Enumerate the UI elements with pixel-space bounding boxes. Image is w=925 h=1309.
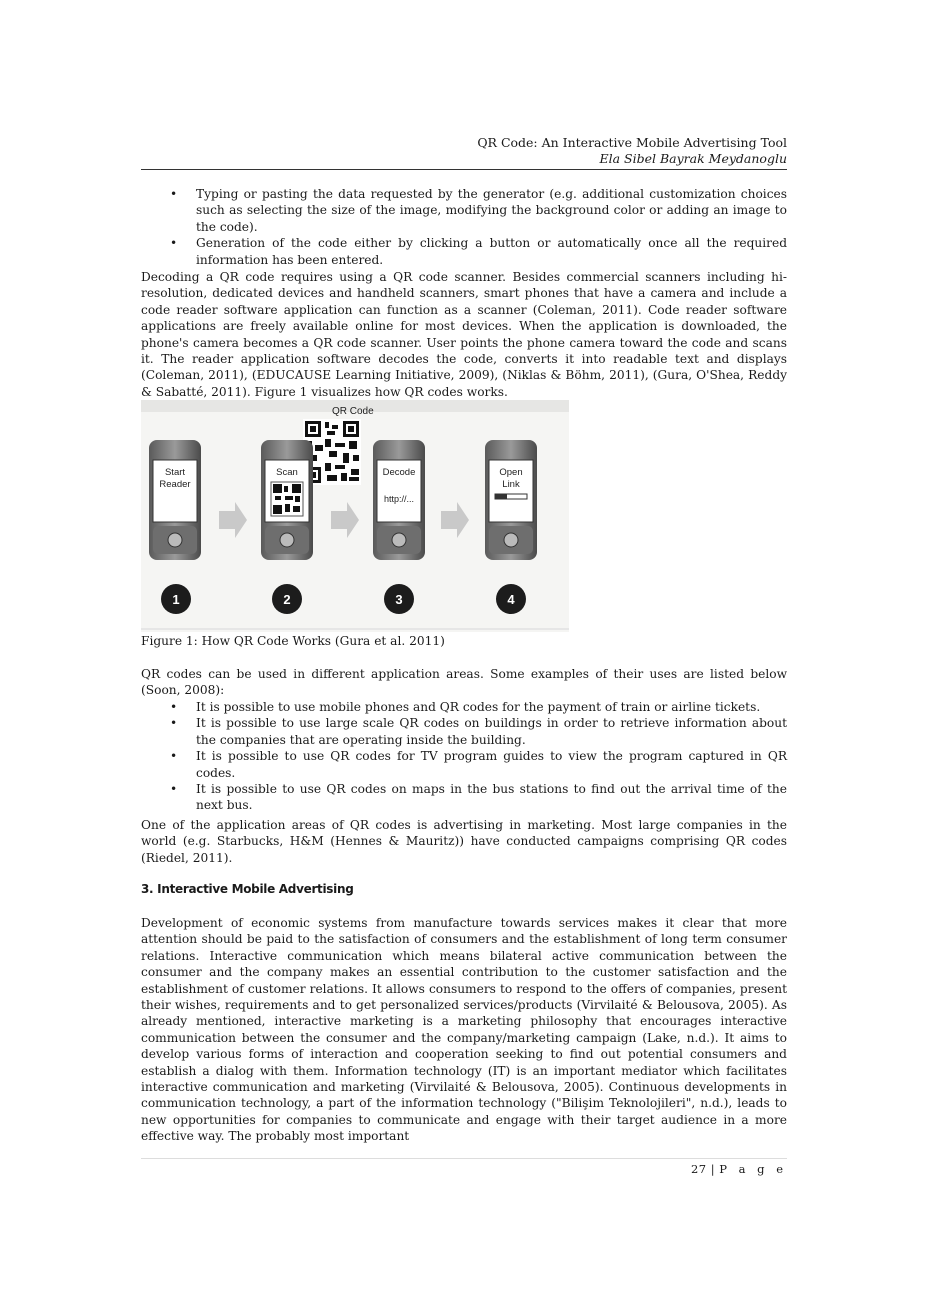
svg-text:Reader: Reader bbox=[159, 479, 191, 490]
header-title: QR Code: An Interactive Mobile Advertising Tool bbox=[477, 135, 787, 150]
svg-text:Link: Link bbox=[502, 479, 520, 490]
header-author: Ela Sibel Bayrak Meydanoglu bbox=[599, 151, 787, 166]
svg-text:Decode: Decode bbox=[382, 467, 416, 478]
figure-caption: Figure 1: How QR Code Works (Gura et al. 2011) bbox=[141, 634, 445, 648]
svg-text:http://...: http://... bbox=[383, 494, 415, 504]
svg-text:Open: Open bbox=[499, 467, 523, 478]
qr-code-small-icon bbox=[271, 482, 303, 516]
phone-step-4 bbox=[485, 440, 537, 560]
footer-rule bbox=[141, 1158, 787, 1159]
svg-text:Scan: Scan bbox=[276, 467, 298, 478]
svg-text:2: 2 bbox=[283, 592, 291, 607]
list-item: • Generation of the code either by clicking a button or automatically once all the required information has been entered. bbox=[170, 236, 787, 267]
svg-text:4: 4 bbox=[507, 592, 515, 607]
bullet-list-uses bbox=[141, 699, 787, 814]
phone-step-2 bbox=[261, 440, 313, 560]
step-number-4 bbox=[496, 584, 526, 614]
list-item: • Typing or pasting the data requested by the generator (e.g. additional customization choices such as selecting the size of the image, modifying the background color or adding an image to the code). bbox=[170, 187, 787, 234]
list-item: • It is possible to use large scale QR codes on buildings in order to retrieve information about the companies that are operating inside the building. bbox=[170, 716, 787, 747]
step-number-2 bbox=[272, 584, 302, 614]
phone-step-3 bbox=[373, 440, 425, 560]
paragraph-uses: QR codes can be used in different application areas. Some examples of their uses are listed below (Soon, 2008): bbox=[141, 667, 787, 698]
page-number: 27 bbox=[690, 1162, 707, 1176]
header-rule bbox=[141, 169, 787, 170]
qr-code-label: QR Code bbox=[332, 406, 374, 417]
page-word: P a g e bbox=[719, 1162, 787, 1176]
svg-text:3: 3 bbox=[395, 592, 403, 607]
paragraph-decoding: Decoding a QR code requires using a QR code scanner. Besides commercial scanners including hi-resolution, dedicated devices and handheld scanners, smart phones that have a camera and include a code reader software application can function as a scanner (Coleman, 2011). Code reader software applications are freely available online for most devices. When the application is downloaded, the phone's camera becomes a QR code scanner. User points the phone camera toward the code and scans it. The reader application software decodes the code, converts it into readable text and displays (Coleman, 2011), (EDUCAUSE Learning Initiative, 2009), (Niklas & Böhm, 2011), (Gura, O'Shea, Reddy & Sabatté, 2011). Figure 1 visualizes how QR codes works. bbox=[141, 270, 787, 399]
paragraph-interactive-advertising: Development of economic systems from manufacture towards services makes it clear that more attention should be paid to the satisfaction of consumers and the establishment of long term consumer relations. Interactive communication which means bilateral active communication between the consumer and the company makes an essential contribution to the customer satisfaction and the establishment of customer relations. It allows consumers to respond to the offers of companies, present their wishes, requirements and to get personalized services/products (Virvilaité & Belousova, 2005). As already mentioned, interactive marketing is a marketing philosophy that encourages interactive communication between the consumer and the company/marketing campaign (Lake, n.d.). It aims to develop various forms of interaction and cooperation seeking to find out potential consumers and establish a dialog with them. Information technology (IT) is an important mediator which facilitates interactive communication and marketing (Virvilaité & Belousova, 2005). Continuous developments in communication technology, a part of the information technology ("Bilişim Teknolojileri", n.d.), leads to new opportunities for companies to communicate and engage with their target audience in a more effective way. The probably most important bbox=[141, 916, 787, 1144]
running-header bbox=[141, 135, 787, 167]
page-footer: 27 | P a g e bbox=[690, 1162, 787, 1176]
figure-qr-workflow bbox=[141, 400, 569, 632]
phone-step-1 bbox=[149, 440, 201, 560]
progress-bar-fill bbox=[495, 494, 507, 499]
list-item: • It is possible to use mobile phones and QR codes for the payment of train or airline tickets. bbox=[170, 700, 761, 714]
bullet-list-generator bbox=[141, 186, 787, 268]
paragraph-marketing: One of the application areas of QR codes is advertising in marketing. Most large companies in the world (e.g. Starbucks, H&M (Hennes & Mauritz)) have conducted campaigns comprising QR codes (Riedel, 2011). bbox=[141, 818, 787, 865]
list-item: • It is possible to use QR codes on maps in the bus stations to find out the arrival time of the next bus. bbox=[170, 782, 787, 813]
svg-text:Start: Start bbox=[164, 467, 186, 478]
list-item: • It is possible to use QR codes for TV program guides to view the program captured in QR codes. bbox=[170, 749, 787, 780]
section-heading: 3. Interactive Mobile Advertising bbox=[141, 882, 354, 896]
step-number-3 bbox=[384, 584, 414, 614]
step-number-1 bbox=[161, 584, 191, 614]
svg-text:1: 1 bbox=[172, 592, 180, 607]
